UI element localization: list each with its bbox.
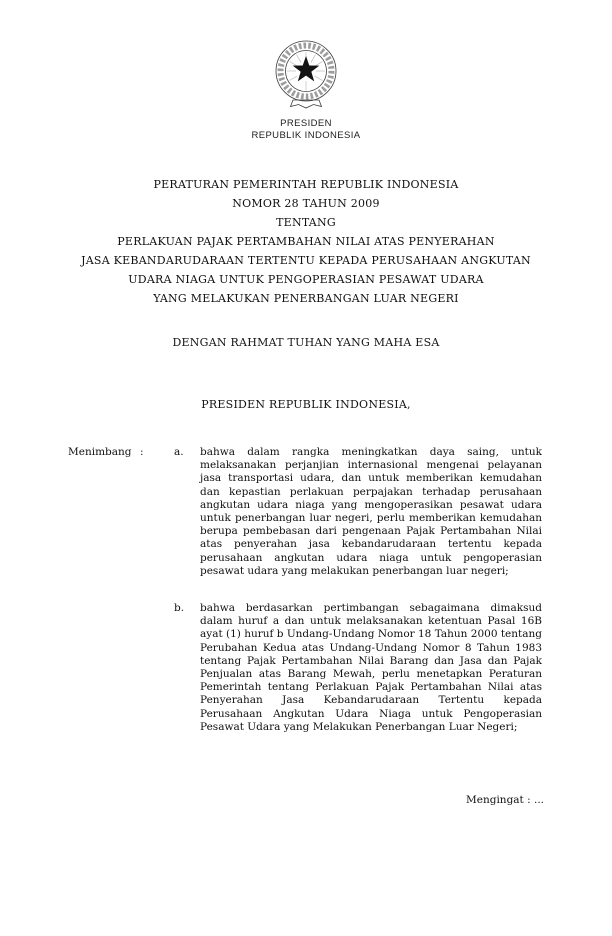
regulation-subject-line-2: JASA KEBANDARUDARAAN TERTENTU KEPADA PERUSAHAAN ANGKUTAN — [81, 254, 531, 267]
letterhead-presiden: PRESIDEN — [280, 118, 332, 129]
continuation-note: Mengingat : ... — [466, 794, 544, 807]
regulation-tentang: TENTANG — [276, 216, 336, 229]
considerations-label: Menimbang — [68, 446, 132, 458]
considerations-section — [0, 446, 612, 734]
consideration-marker-a: a. — [174, 446, 184, 458]
letterhead — [0, 0, 612, 142]
consideration-text-b: bahwa berdasarkan pertimbangan sebagaimana dimaksud dalam huruf a dan untuk melaksanakan ketentuan Pasal 16B ayat (1) huruf b Undang-Undang Nomor 18 Tahun 2000 tentang Perubahan Kedua atas Undang-Undang Nomor 8 Tahun 1983 tentang Pajak Pertambahan Nilai Barang dan Jasa dan Pajak Penjualan atas Barang Mewah, perlu menetapkan Peraturan Pemerintah tentang Perlakuan Pajak Pertambahan Nilai atas Penyerahan Jasa Kebandarudaraan Tertentu kepada Perusahaan Angkutan Udara Niaga untuk Pengoperasian Pesawat Udara yang Melakukan Penerbangan Luar Negeri; — [200, 602, 542, 733]
consideration-text-a: bahwa dalam rangka meningkatkan daya saing, untuk melaksanakan perjanjian internasional mengenai pelayanan jasa transportasi udara, dan untuk memberikan kemudahan dan kepastian perlakuan perpajakan terhadap perusahaan angkutan udara niaga yang mengoperasikan pesawat udara untuk penerbangan luar negeri, perlu memberikan kemudahan berupa pembebasan dari pengenaan Pajak Pertambahan Nilai atas penyerahan jasa kebandarudaraan tertentu kepada perusahaan angkutan udara niaga untuk pengoperasian pesawat udara yang melakukan penerbangan luar negeri; — [200, 446, 542, 577]
regulation-title-block — [0, 175, 612, 308]
letterhead-republik: REPUBLIK INDONESIA — [251, 130, 361, 141]
invocation-line: DENGAN RAHMAT TUHAN YANG MAHA ESA — [172, 336, 440, 349]
regulation-title: PERATURAN PEMERINTAH REPUBLIK INDONESIA — [153, 178, 459, 191]
regulation-subject-line-4: YANG MELAKUKAN PENERBANGAN LUAR NEGERI — [153, 292, 459, 305]
letterhead-text — [0, 118, 612, 142]
considerations-gap — [68, 578, 542, 602]
regulation-subject-line-3: UDARA NIAGA UNTUK PENGOPERASIAN PESAWAT UDARA — [128, 273, 484, 286]
considerations-colon: : — [140, 446, 144, 458]
regulation-subject-line-1: PERLAKUAN PAJAK PERTAMBAHAN NILAI ATAS PENYERAHAN — [117, 235, 495, 248]
presidential-seal-icon — [266, 36, 346, 112]
consideration-marker-b: b. — [174, 602, 185, 615]
regulation-number: NOMOR 28 TAHUN 2009 — [232, 197, 380, 210]
authority-line: PRESIDEN REPUBLIK INDONESIA, — [201, 398, 411, 411]
